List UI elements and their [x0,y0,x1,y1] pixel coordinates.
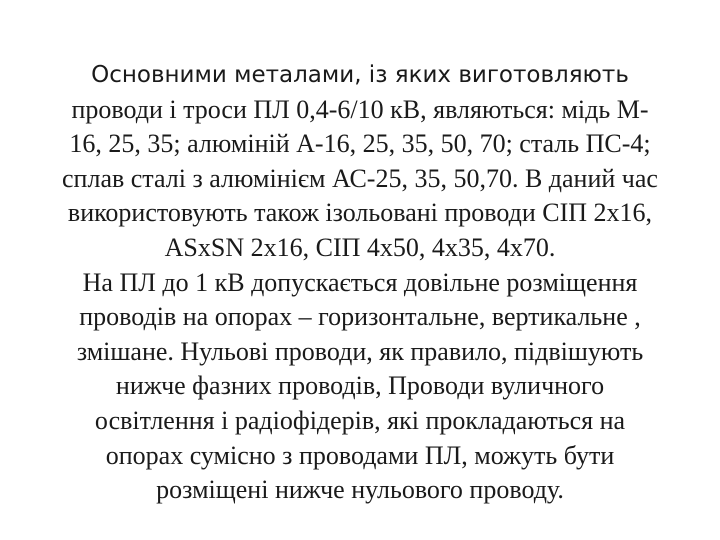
text-line: 16, 25, 35; алюміній А-16, 25, 35, 50, 70; сталь ПС-4; [69,129,651,159]
text-line: сплав сталі з алюмінієм АС-25, 35, 50,70. В даний час [62,163,658,193]
text-line: опорах сумісно з проводами ПЛ, можуть бути [105,440,615,470]
text-line: змішане. Нульові проводи, як правило, підвішують [76,336,644,366]
text-line: використовують також ізольовані проводи СІП 2х16, [67,198,653,228]
text-line: проводів на опорах – горизонтальне, вертикальне , [79,302,641,332]
slide-body-text [22,58,698,508]
text-line: Основними металами, із яких виготовляють [91,62,629,88]
text-line: нижче фазних проводів, Проводи вуличного [115,371,605,401]
text-line: На ПЛ до 1 кВ допускається довільне розміщення [82,267,638,297]
text-line: ASxSN 2х16, СІП 4х50, 4х35, 4х70. [164,232,556,262]
text-line: розміщені нижче нульового проводу. [156,475,564,505]
text-line: проводи і троси ПЛ 0,4-6/10 кВ, являються: мідь М- [71,94,649,124]
text-line: освітлення і радіофідерів, які прокладаються на [94,405,626,435]
